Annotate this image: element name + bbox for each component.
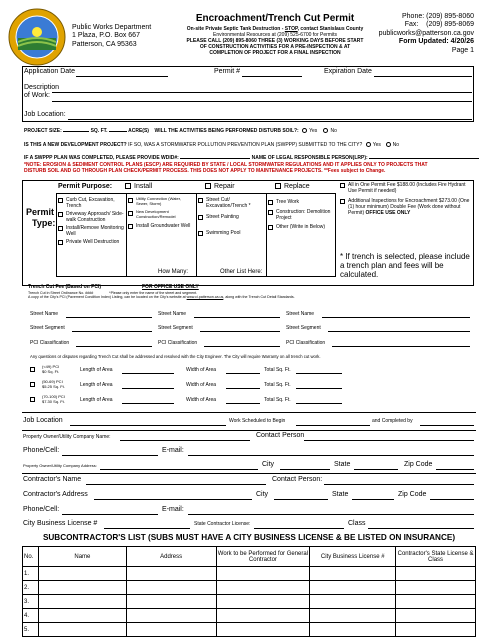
completed-by-label: and Completed by	[372, 418, 413, 424]
table-row	[23, 581, 476, 595]
install-label: Install	[134, 183, 153, 190]
business-license-label: City Business License #	[23, 520, 98, 527]
swppp-yes-radio[interactable]	[366, 142, 371, 147]
job-location-field[interactable]	[68, 119, 472, 120]
col-header-license: City Business License #	[310, 547, 396, 567]
subcontractor-table	[22, 546, 476, 637]
table-row	[23, 595, 476, 609]
sub-license-cell[interactable]	[310, 623, 396, 637]
sub-name-cell[interactable]	[38, 595, 126, 609]
page-title: Encroachment/Trench Cut Permit	[195, 13, 355, 24]
permit-type-label-2: Type:	[32, 217, 56, 228]
tree-work-checkbox[interactable]	[268, 200, 273, 205]
width-field-3[interactable]	[226, 403, 260, 404]
sub-address-cell[interactable]	[126, 595, 216, 609]
row-number: 2.	[23, 581, 39, 595]
col-header-address: Address	[126, 547, 216, 567]
expiration-date-label: Expiration Date	[324, 68, 372, 75]
permit-number-label: Permit #	[214, 68, 241, 75]
street-painting-checkbox[interactable]	[198, 215, 203, 220]
business-license-field[interactable]	[104, 528, 190, 529]
lrp-field[interactable]	[369, 158, 479, 159]
disturb-yes-radio[interactable]	[302, 128, 307, 133]
phone-number: Phone: (209) 895-8060	[402, 13, 474, 20]
street-name-field-2[interactable]	[194, 317, 280, 318]
street-name-label-3: Street Name	[286, 311, 315, 317]
owner-zip-field[interactable]	[436, 469, 474, 470]
sqft-label: SQ. FT.	[90, 128, 108, 134]
utility-connection-checkbox[interactable]	[128, 198, 133, 203]
city-seal	[8, 8, 66, 66]
sub-work-cell[interactable]	[216, 623, 310, 637]
pci-listing-note-post: , along with the Trench Cut Detail Standards.	[223, 295, 295, 300]
form-updated: Form Updated: 4/20/26	[398, 38, 474, 46]
swimming-pool-label: Swimming Pool	[206, 230, 241, 236]
additional-inspection-label: Additional Inspections for Encroachment $273.00 (One (1) hour minimum) Double Fee (Work done without Permit)	[348, 198, 470, 216]
acres-field[interactable]	[109, 131, 127, 132]
page-number: Page 1	[451, 46, 474, 54]
street-name-label-2: Street Name	[158, 311, 187, 317]
pci-mid-range: (50-69) PCI	[42, 379, 63, 384]
septic-note: On-site Private Septic Tank Destruction -	[186, 26, 285, 32]
length-field-1[interactable]	[122, 373, 174, 374]
total-field-1[interactable]	[296, 373, 342, 374]
trench-street-note: *Please only enter the name of the street and segment.	[109, 291, 198, 295]
sub-work-cell[interactable]	[216, 567, 310, 581]
owner-email-label: E-mail:	[162, 447, 184, 454]
sub-license-cell[interactable]	[310, 581, 396, 595]
acres-label: ACRE(S)	[128, 128, 149, 134]
work-scheduled-field[interactable]	[296, 425, 370, 426]
sub-work-cell[interactable]	[216, 609, 310, 623]
pci-low-range: (<49) PCI	[42, 364, 60, 369]
sub-state-license-cell[interactable]	[396, 581, 476, 595]
pci-mid-rate: $5.25 Sq. Ft.	[42, 384, 65, 390]
disturb-yes-label: Yes	[309, 128, 318, 134]
contractor-email-field[interactable]	[188, 514, 474, 515]
sub-work-cell[interactable]	[216, 581, 310, 595]
demolition-checkbox[interactable]	[268, 210, 273, 215]
description-label: Description of Work:	[24, 84, 60, 100]
class-label: Class	[348, 520, 366, 527]
length-label-1: Length of Area	[80, 367, 113, 373]
application-info-box	[22, 66, 474, 122]
contractor-address-label: Contractor's Address	[23, 491, 88, 498]
monitoring-well-checkbox[interactable]	[58, 226, 63, 231]
new-development-label: New Development Construction/Remodel	[136, 209, 176, 219]
driveway-label: Driveway Approach/ Side-walk Construction	[66, 211, 124, 223]
disturb-no-radio[interactable]	[323, 128, 328, 133]
street-segment-label-2: Street Segment	[158, 325, 193, 331]
all-in-one-fee-label: All in One Permit Fee $188.00 (Includes Fire Hydrant Use Permit if needed)	[348, 182, 466, 194]
sub-state-license-cell[interactable]	[396, 595, 476, 609]
row-number: 3.	[23, 595, 39, 609]
sub-address-cell[interactable]	[126, 623, 216, 637]
contractor-contact-field[interactable]	[324, 484, 474, 485]
sub-license-cell[interactable]	[310, 595, 396, 609]
contractor-city-field[interactable]	[274, 499, 328, 500]
replace-label: Replace	[284, 183, 310, 190]
swppp-no-label: No	[392, 142, 400, 148]
table-row	[23, 623, 476, 637]
owner-address-label: Property Owner/Utility Company Address:	[23, 463, 97, 468]
tree-work-label: Tree Work	[276, 199, 300, 205]
state-license-label: State Contractor License:	[194, 521, 251, 527]
job-location-field-2[interactable]	[70, 425, 226, 426]
sub-address-cell[interactable]	[126, 567, 216, 581]
driveway-checkbox[interactable]	[58, 212, 63, 217]
pci-low-rate: $0 Sq. Ft.	[42, 369, 60, 375]
trench-fee-title: Trench Cut Fee (Based on PCI)	[28, 284, 102, 290]
sub-address-cell[interactable]	[126, 581, 216, 595]
trench-ordinance: Trench Cut in Street Ordinance No. ####	[28, 291, 94, 295]
pci-listing-note: A copy of the City's PCI (Pavement Condition Index) Listing, can be located on the City's website at	[28, 295, 186, 300]
replace-checkbox[interactable]	[275, 183, 281, 189]
private-well-label: Private Well Destruction	[66, 239, 120, 245]
permit-purpose-label: Permit Purpose:	[58, 183, 113, 190]
contractor-phone-field[interactable]	[62, 514, 158, 515]
contractor-state-field[interactable]	[352, 499, 394, 500]
disturb-no-label: No	[330, 128, 337, 134]
curb-cut-checkbox[interactable]	[58, 198, 63, 203]
sub-work-cell[interactable]	[216, 595, 310, 609]
sqft-field[interactable]	[63, 131, 89, 132]
street-segment-field-1[interactable]	[72, 331, 152, 332]
sub-license-cell[interactable]	[310, 567, 396, 581]
pci-class-label-1: PCI Classification	[30, 340, 70, 346]
other-list-label: Other List Here:	[220, 269, 263, 275]
utility-connection-label: Utility Connection (Water, Sewer, Storm)	[136, 196, 181, 206]
expiration-date-field[interactable]	[374, 76, 472, 77]
street-segment-label-3: Street Segment	[286, 325, 321, 331]
description-field[interactable]	[52, 92, 472, 93]
contractor-name-label: Contractor's Name	[23, 476, 82, 483]
office-use-only-trench: FOR OFFICE USE ONLY	[142, 284, 199, 290]
escp-note-1: *NOTE: EROSION & SEDIMENT CONTROL PLANS (ESCP) ARE REQUIRED BY STATE / LOCAL STORMWATER REGULATIONS AND IT APPLIES ONLY TO PROJECTS THAT	[24, 162, 428, 168]
email-address[interactable]: publicworks@patterson.ca.gov	[378, 29, 474, 37]
wdid-field[interactable]	[180, 158, 250, 159]
septic-stop: STOP	[284, 26, 298, 32]
dept-address: 1 Plaza, P.O. Box 667	[72, 32, 140, 40]
width-label-1: Width of Area	[186, 367, 217, 373]
call-note-3: COMPLETION OF PROJECT FOR A FINAL INSPECTION	[209, 50, 341, 56]
row-number: 1.	[23, 567, 39, 581]
job-location-label-2: Job Location	[23, 417, 63, 424]
trench-disputes-note: Any questions or disputes regarding Trench Cut shall be addressed and resolved with the City Engineer. The City will require Warranty on all trench cut work.	[30, 354, 321, 359]
pci-mid-checkbox[interactable]	[30, 382, 35, 387]
other-checkbox[interactable]	[268, 225, 273, 230]
work-scheduled-label: Work Scheduled to Begin	[229, 418, 286, 424]
owner-state-label: State	[334, 461, 351, 468]
call-note-1: PLEASE CALL (209) 895-8060 THREE (3) WORKING DAYS BEFORE START	[186, 38, 364, 44]
sub-name-cell[interactable]	[38, 581, 126, 595]
contractor-contact-label: Contact Person:	[272, 476, 323, 483]
groundwater-well-label: Install Groundwater Well	[136, 223, 191, 230]
col-header-name: Name	[38, 547, 126, 567]
length-field-2[interactable]	[122, 388, 174, 389]
application-date-field[interactable]	[76, 76, 168, 77]
call-note-2: OF CONSTRUCTION ACTIVITIES FOR A PRE-INSPECTION & AT	[199, 44, 351, 50]
pci-class-label-2: PCI Classification	[158, 340, 198, 346]
completed-by-field[interactable]	[420, 425, 474, 426]
street-name-field-1[interactable]	[66, 317, 152, 318]
env-resources-note: Environmental Resources at (209) 525-6700 for Permits	[213, 32, 337, 38]
permit-type-label-1: Permit	[26, 207, 55, 217]
width-label-3: Width of Area	[186, 397, 217, 403]
contractor-email-label: E-mail:	[162, 506, 184, 513]
contractor-zip-label: Zip Code	[398, 491, 427, 498]
new-dev-question: IS THIS A NEW DEVELOPMENT PROJECT?	[24, 142, 127, 148]
street-segment-field-2[interactable]	[200, 331, 280, 332]
sub-license-cell[interactable]	[310, 609, 396, 623]
width-label-2: Width of Area	[186, 382, 217, 388]
pci-class-label-3: PCI Classification	[286, 340, 326, 346]
length-label-2: Length of Area	[80, 382, 113, 388]
pci-high-range: (70-100) PCI	[42, 394, 65, 399]
col-header-work: Work to be Performed for General Contractor	[216, 547, 310, 567]
groundwater-well-checkbox[interactable]	[128, 224, 133, 229]
street-name-field-3[interactable]	[322, 317, 470, 318]
width-field-2[interactable]	[226, 388, 260, 389]
street-cut-label: Street Cut/ Excavation/Trench *	[206, 197, 251, 209]
table-row	[23, 567, 476, 581]
all-in-one-fee-checkbox[interactable]	[340, 183, 345, 188]
total-field-3[interactable]	[296, 403, 342, 404]
contractor-name-field[interactable]	[86, 484, 266, 485]
city-website-link[interactable]: www.ci.patterson.ca.us	[186, 295, 224, 300]
table-row	[23, 609, 476, 623]
permit-number-field[interactable]	[242, 76, 302, 77]
escp-note-2: DISTURB SOIL AND GO THROUGH PLAN CHECK/PERMIT PROCESS. THIS DOES NOT APPLY TO MAINTENANCE PROJECTS. **Fees subject to Change.	[24, 168, 386, 174]
septic-note-post: , contact Stanislaus County	[297, 26, 364, 32]
col-header-no: No.	[23, 547, 39, 567]
new-development-checkbox[interactable]	[128, 211, 133, 216]
owner-company-label: Property Owner/Utility Company Name:	[23, 434, 111, 440]
private-well-checkbox[interactable]	[58, 240, 63, 245]
additional-inspection-checkbox[interactable]	[340, 199, 345, 204]
street-segment-label-1: Street Segment	[30, 325, 65, 331]
pci-high-checkbox[interactable]	[30, 397, 35, 402]
owner-state-field[interactable]	[354, 469, 398, 470]
pci-low-checkbox[interactable]	[30, 367, 35, 372]
disturb-soil-question: WILL THE ACTIVITIES BEING PERFORMED DISTURB SOIL?:	[154, 128, 299, 134]
pci-class-field-2[interactable]	[204, 346, 280, 347]
curb-cut-label: Curb Cut, Excavation, Trench	[66, 197, 115, 209]
pci-class-field-1[interactable]	[76, 346, 152, 347]
street-name-label-1: Street Name	[30, 311, 59, 317]
contractor-city-label: City	[256, 491, 269, 498]
application-date-label: Application Date	[24, 68, 75, 75]
class-field[interactable]	[368, 528, 474, 529]
monitoring-well-label: Install/Remove Monitoring Well	[66, 225, 124, 237]
repair-label: Repair	[214, 183, 235, 190]
street-painting-label: Street Painting	[206, 214, 239, 220]
project-size-label: PROJECT SIZE:	[24, 128, 62, 134]
sub-address-cell[interactable]	[126, 609, 216, 623]
subcontractor-list-title: SUBCONTRACTOR'S LIST (SUBS MUST HAVE A CITY BUSINESS LICENSE & BE LISTED ON INSURANCE)	[42, 533, 456, 542]
owner-phone-label: Phone/Cell:	[23, 447, 60, 454]
owner-address-field[interactable]	[100, 469, 258, 470]
sub-name-cell[interactable]	[38, 623, 126, 637]
row-number: 5.	[23, 623, 39, 637]
col-header-state-license: Contractor's State License & Class	[396, 547, 476, 567]
total-field-2[interactable]	[296, 388, 342, 389]
sub-name-cell[interactable]	[38, 567, 126, 581]
job-location-label: Job Location:	[24, 111, 66, 118]
wdid-label: IF A SWPPP PLAN WAS COMPLETED, PLEASE PROVIDE WDID#:	[24, 155, 179, 161]
swppp-question: IF SO, WAS A STORMWATER POLLUTION PREVENTION PLAN (SWPPP) SUBMITTED TO THE CITY?	[128, 142, 363, 148]
row-number: 4.	[23, 609, 39, 623]
street-segment-field-3[interactable]	[328, 331, 470, 332]
contractor-zip-field[interactable]	[430, 499, 474, 500]
description-field-2[interactable]	[52, 101, 472, 102]
total-label-2: Total Sq. Ft.	[264, 382, 291, 388]
install-checkbox[interactable]	[125, 183, 131, 189]
repair-checkbox[interactable]	[205, 183, 211, 189]
length-label-3: Length of Area	[80, 397, 113, 403]
owner-company-field[interactable]	[120, 440, 250, 441]
length-field-3[interactable]	[122, 403, 174, 404]
sub-name-cell[interactable]	[38, 609, 126, 623]
demolition-label: Construction: Demolition Project	[276, 209, 331, 221]
sub-state-license-cell[interactable]	[396, 567, 476, 581]
how-many-label: How Many:	[158, 269, 189, 275]
dept-city: Patterson, CA 95363	[72, 40, 137, 48]
owner-email-field[interactable]	[188, 455, 474, 456]
swppp-yes-label: Yes	[372, 142, 381, 148]
contractor-address-field[interactable]	[94, 499, 252, 500]
owner-zip-label: Zip Code	[404, 461, 433, 468]
pci-high-rate: $7.30 Sq. Ft.	[42, 399, 65, 405]
contractor-state-label: State	[332, 491, 349, 498]
owner-contact-person-field[interactable]	[304, 440, 474, 441]
fax-number: Fax: (209) 895-8069	[404, 21, 474, 29]
swimming-pool-checkbox[interactable]	[198, 231, 203, 236]
contractor-phone-label: Phone/Cell:	[23, 506, 60, 513]
owner-city-field[interactable]	[280, 469, 330, 470]
total-label-3: Total Sq. Ft.	[264, 397, 291, 403]
state-license-field[interactable]	[254, 528, 344, 529]
swppp-no-radio[interactable]	[386, 142, 391, 147]
owner-city-label: City	[262, 461, 275, 468]
lrp-label: NAME OF LEGAL RESPONSIBLE PERSON(LRP):	[251, 155, 368, 161]
trench-note: * If trench is selected, please include a trench plan and fees will be calculated.	[340, 252, 470, 280]
sub-state-license-cell[interactable]	[396, 623, 476, 637]
street-cut-checkbox[interactable]	[198, 198, 203, 203]
office-use-only-label: OFFICE USE ONLY	[364, 210, 411, 216]
pci-class-field-3[interactable]	[332, 346, 470, 347]
owner-contact-person-label: Contact Person	[256, 432, 305, 439]
sub-state-license-cell[interactable]	[396, 609, 476, 623]
owner-phone-field[interactable]	[62, 455, 158, 456]
total-label-1: Total Sq. Ft.	[264, 367, 291, 373]
other-label: Other (Write in Below)	[276, 224, 326, 230]
dept-name: Public Works Department	[72, 24, 152, 31]
width-field-1[interactable]	[226, 373, 260, 374]
